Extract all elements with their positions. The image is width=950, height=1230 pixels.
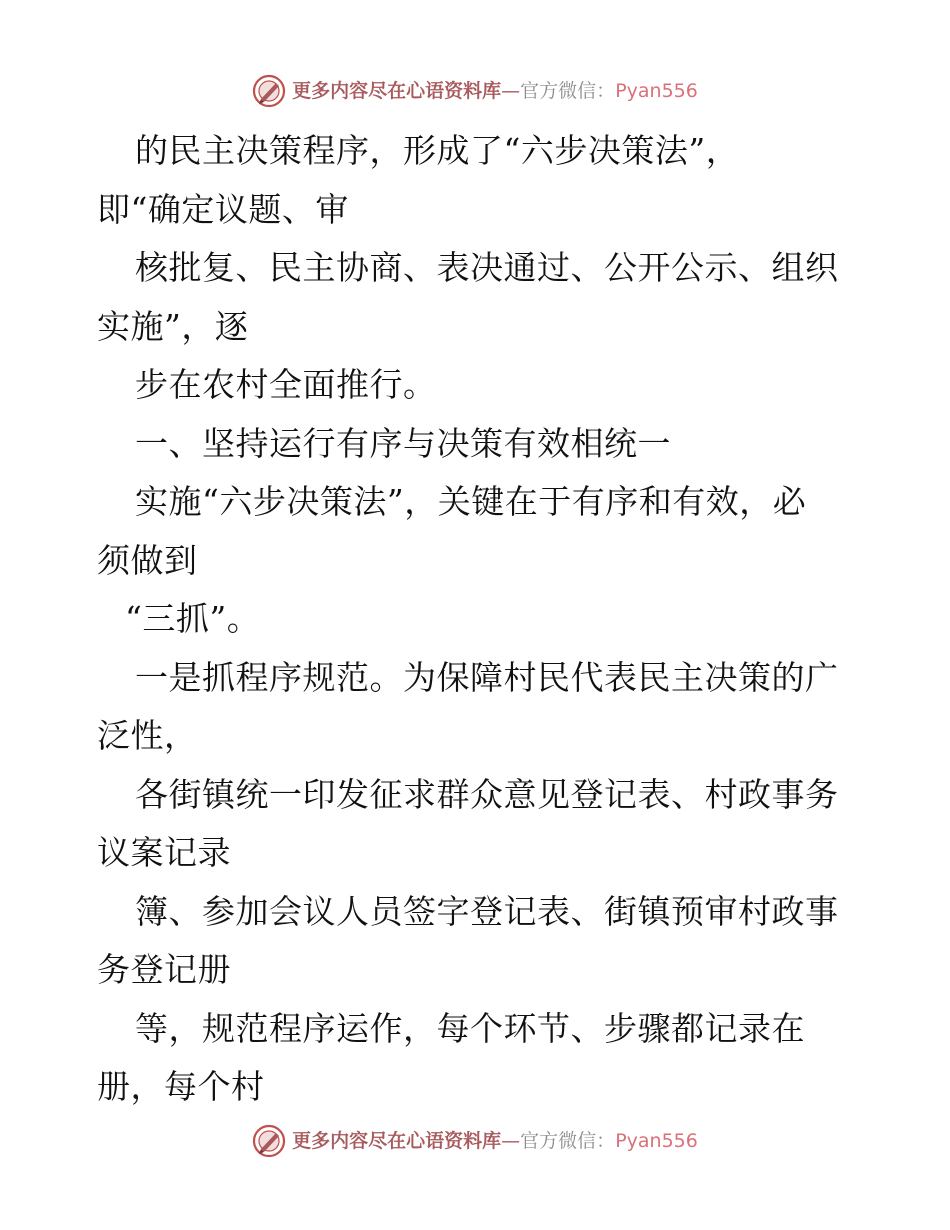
footer-banner [0,1121,950,1161]
body-line: 须做到 [97,540,198,580]
body-line: 核批复、民主协商、表决通过、公开公示、组织 [135,248,839,287]
body-line: 实施“六步决策法”，关键在于有序和有效，必 [135,482,807,521]
banner-wechat-id: Pyan556 [615,1129,698,1152]
banner-wechat-id: Pyan556 [615,79,698,102]
document-body [97,122,857,1117]
body-line: “三抓”。 [125,599,261,638]
header-banner [0,71,950,111]
banner-title: 更多内容尽在心语资料库 [292,79,502,102]
body-line: 各街镇统一印发征求群众意见登记表、村政事务 [135,774,839,814]
body-line: 即“确定议题、审 [97,189,349,229]
body-line: 务登记册 [97,950,231,989]
section-heading: 一、坚持运行有序与决策有效相统一 [135,423,671,463]
body-line: 簿、参加会议人员签字登记表、街镇预审村政事 [135,891,839,931]
banner-separator: — [501,1129,521,1152]
banner-wechat-label: 官方微信： [520,79,616,102]
body-line: 议案记录 [97,833,231,872]
body-line: 步在农村全面推行。 [135,365,437,404]
pen-logo-icon [252,74,286,108]
body-line: 的民主决策程序，形成了“六步决策法”， [135,131,740,170]
pen-logo-icon [252,1124,286,1158]
body-line: 册，每个村 [97,1067,265,1106]
banner-title: 更多内容尽在心语资料库 [292,1129,502,1152]
body-line: 一是抓程序规范。为保障村民代表民主决策的广 [135,657,839,697]
body-line: 等，规范程序运作，每个环节、步骤都记录在 [135,1008,805,1048]
banner-wechat-label: 官方微信： [520,1129,616,1152]
body-line: 泛性， [97,716,198,755]
banner-separator: — [501,79,521,102]
body-line: 实施”，逐 [97,306,249,346]
